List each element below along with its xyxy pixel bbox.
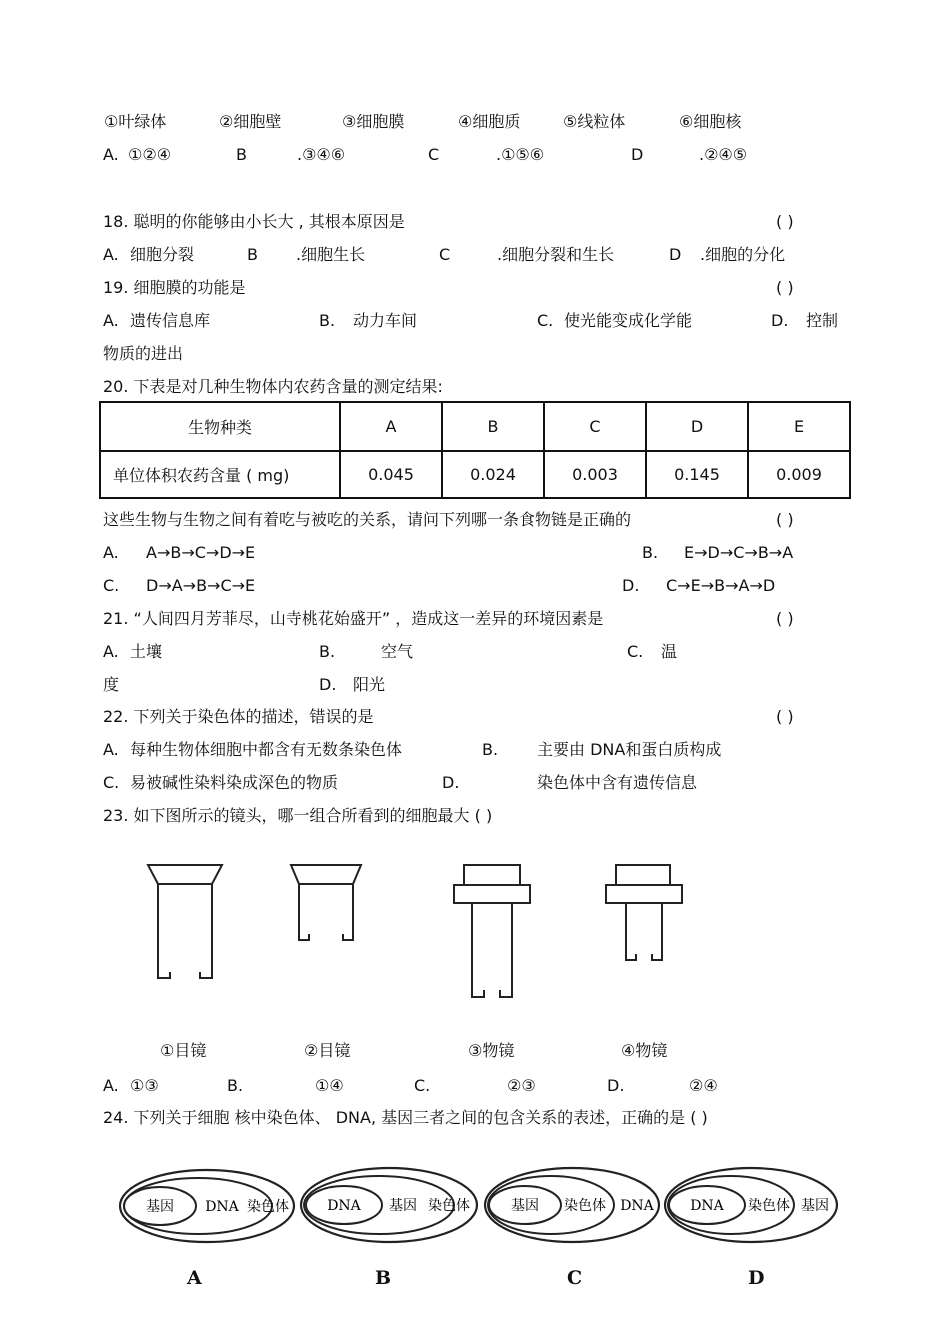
option-letter: C. (537, 311, 554, 330)
diagram-letter: B (375, 1267, 392, 1289)
option-letter: C (428, 145, 440, 164)
option-letter: A. (103, 145, 119, 164)
table-header-cell: D (646, 402, 748, 451)
eyepiece-2-figure (285, 860, 375, 960)
option-text: .①⑤⑥ (496, 145, 545, 164)
option-letter: D. (319, 675, 337, 694)
answer-paren: ( ) (776, 609, 794, 628)
venn-middle-label: 染色体 (748, 1198, 790, 1214)
option-text: 主要由 DNA和蛋白质构成 (537, 740, 722, 759)
q19-continuation: 物质的进出 (103, 344, 184, 363)
table-cell: 0.024 (442, 451, 544, 498)
venn-inner-label: 基因 (146, 1199, 174, 1215)
q17-item: ③细胞膜 (342, 112, 405, 131)
objective-4-figure (600, 860, 690, 970)
answer-paren: ( ) (776, 212, 794, 231)
venn-outer-label: 染色体 (428, 1198, 470, 1214)
option-text: 每种生物体细胞中都含有无数条染色体 (130, 740, 403, 759)
option-text: 遗传信息库 (130, 311, 211, 330)
q20-stem: 20. 下表是对几种生物体内农药含量的测定结果: (103, 377, 443, 396)
table-cell: 0.145 (646, 451, 748, 498)
option-letter: C. (414, 1076, 431, 1095)
option-text: .②④⑤ (699, 145, 748, 164)
option-text: 细胞分裂 (130, 245, 195, 264)
option-text: 使光能变成化学能 (564, 311, 693, 330)
q23-stem: 23. 如下图所示的镜头，哪一组合所看到的细胞最大 ( ) (103, 806, 493, 825)
option-text: ①③ (130, 1076, 159, 1095)
answer-paren: ( ) (776, 278, 794, 297)
option-letter: D. (607, 1076, 625, 1095)
option-text: 控制 (806, 311, 839, 330)
option-letter: A. (103, 311, 119, 330)
option-text: C→E→B→A→D (666, 576, 776, 595)
table-header-cell: 生物种类 (100, 402, 340, 451)
answer-paren: ( ) (776, 510, 794, 529)
venn-inner-label: DNA (690, 1198, 724, 1214)
q20-follow: 这些生物与生物之间有着吃与被吃的关系，请问下列哪一条食物链是正确的 (103, 510, 632, 529)
venn-middle-label: DNA (205, 1199, 239, 1215)
venn-outer-label: 染色体 (247, 1199, 289, 1215)
venn-inner-label: 基因 (511, 1198, 539, 1214)
venn-outer-label: 基因 (801, 1198, 829, 1214)
option-letter: D. (771, 311, 789, 330)
lens-label: ④物镜 (621, 1041, 668, 1060)
option-letter: A. (103, 1076, 119, 1095)
venn-outer-label: DNA (620, 1198, 654, 1214)
table-header-cell: E (748, 402, 850, 451)
option-text: .细胞生长 (296, 245, 366, 264)
q22-stem: 22. 下列关于染色体的描述，错误的是 (103, 707, 374, 726)
option-letter: A. (103, 245, 119, 264)
q24-stem: 24. 下列关于细胞 核中染色体、 DNA, 基因三者之间的包含关系的表述，正确的是 ( ) (103, 1108, 708, 1127)
table-row-label: 单位体积农药含量 ( mg) (100, 451, 340, 498)
lens-label: ③物镜 (468, 1041, 515, 1060)
option-letter: D. (442, 773, 460, 792)
option-text: E→D→C→B→A (684, 543, 794, 562)
option-text: 阳光 (353, 675, 386, 694)
option-letter: B (247, 245, 258, 264)
option-text: 温 (661, 642, 678, 661)
answer-paren: ( ) (776, 707, 794, 726)
venn-diagram-c (483, 1165, 661, 1245)
q21-stem: 21. “人间四月芳菲尽，山寺桃花始盛开” ，造成这一差异的环境因素是 (103, 609, 604, 628)
table-cell: 0.003 (544, 451, 646, 498)
option-text: 动力车间 (353, 311, 418, 330)
q21-continuation: 度 (103, 675, 120, 694)
diagram-letter: A (187, 1267, 202, 1289)
venn-diagram-a (118, 1168, 296, 1246)
objective-3-figure (448, 860, 538, 1010)
option-text: 土壤 (130, 642, 163, 661)
option-text: .细胞分裂和生长 (497, 245, 615, 264)
option-letter: B. (319, 642, 336, 661)
option-text: 空气 (381, 642, 414, 661)
option-letter: D. (622, 576, 640, 595)
option-text: 染色体中含有遗传信息 (537, 773, 698, 792)
lens-label: ①目镜 (160, 1041, 207, 1060)
diagram-letter: C (567, 1267, 583, 1289)
option-text: .③④⑥ (297, 145, 346, 164)
q19-stem: 19. 细胞膜的功能是 (103, 278, 246, 297)
table-cell: 0.045 (340, 451, 442, 498)
table-header-cell: C (544, 402, 646, 451)
option-letter: C. (627, 642, 644, 661)
q17-item: ④细胞质 (458, 112, 521, 131)
venn-inner-label: DNA (327, 1198, 361, 1214)
table-header-cell: A (340, 402, 442, 451)
option-letter: A. (103, 642, 119, 661)
pesticide-table (99, 401, 851, 499)
table-cell: 0.009 (748, 451, 850, 498)
venn-diagram-d (663, 1165, 839, 1245)
table-header-cell: B (442, 402, 544, 451)
venn-middle-label: 染色体 (564, 1198, 606, 1214)
option-text: D→A→B→C→E (146, 576, 256, 595)
option-letter: C. (103, 576, 120, 595)
option-text: ①④ (315, 1076, 344, 1095)
option-letter: A. (103, 740, 119, 759)
diagram-letter: D (748, 1267, 765, 1289)
q18-stem: 18. 聪明的你能够由小长大 , 其根本原因是 (103, 212, 405, 231)
q17-item: ②细胞壁 (219, 112, 282, 131)
option-letter: D (669, 245, 682, 264)
q17-item: ①叶绿体 (104, 112, 167, 131)
q17-item: ⑥细胞核 (679, 112, 742, 131)
eyepiece-1-figure (140, 860, 230, 990)
option-letter: B (236, 145, 247, 164)
option-text: ②③ (507, 1076, 536, 1095)
lens-label: ②目镜 (304, 1041, 351, 1060)
option-letter: B. (319, 311, 336, 330)
option-letter: B. (227, 1076, 244, 1095)
option-text: ①②④ (128, 145, 172, 164)
option-letter: C (439, 245, 451, 264)
q17-item: ⑤线粒体 (563, 112, 626, 131)
option-text: A→B→C→D→E (146, 543, 256, 562)
venn-diagram-b (299, 1165, 479, 1245)
option-letter: B. (482, 740, 499, 759)
option-letter: B. (642, 543, 659, 562)
option-letter: D (631, 145, 644, 164)
option-text: 易被碱性染料染成深色的物质 (130, 773, 339, 792)
option-text: .细胞的分化 (700, 245, 786, 264)
option-letter: C. (103, 773, 120, 792)
option-text: ②④ (689, 1076, 718, 1095)
venn-middle-label: 基因 (389, 1198, 417, 1214)
table-header-row (100, 402, 850, 451)
table-row (100, 451, 850, 498)
option-letter: A. (103, 543, 119, 562)
